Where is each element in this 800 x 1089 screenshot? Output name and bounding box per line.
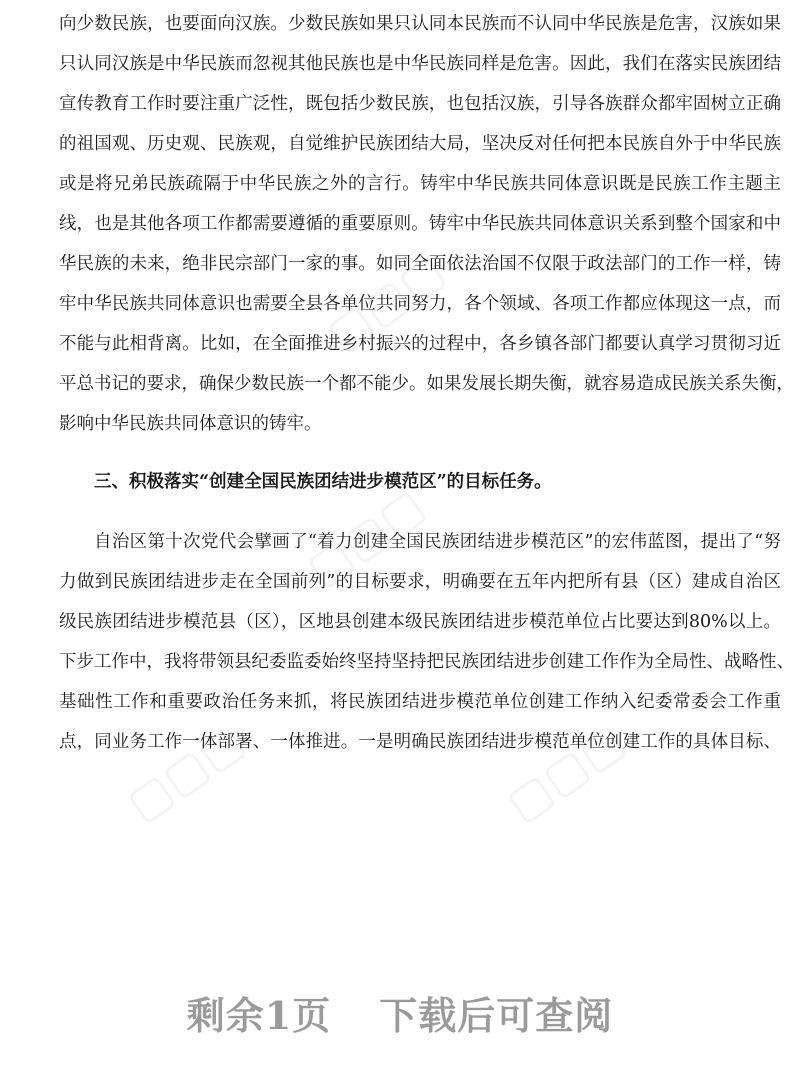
download-hint-label: 下载后可查阅 [379,993,614,1038]
text-line: 华民族的未来，绝非民宗部门一家的事。如同全面依法治国不仅限于政法部门的工作一样，铸 [59,254,781,274]
watermark-stamp: ▢▢▢ [296,477,435,597]
watermark-stamp: ▢▢▢ [496,712,635,832]
document-body [59,4,794,762]
text-line: 下步工作中，我将带领县纪委监委始终坚持坚持把民族团结进步创建工作作为全局性、战略性、 [59,652,794,672]
download-banner[interactable] [0,985,800,1040]
text-line: 基础性工作和重要政治任务来抓，将民族团结进步模范单位创建工作纳入纪委常委会工作重 [59,692,781,712]
section-heading: 三、积极落实“创建全国民族团结进步模范区”的目标任务。 [94,472,552,492]
paragraph [59,4,794,444]
text-line: 的祖国观、历史观、民族观，自觉维护民族团结大局，坚决反对任何把本民族自外于中华民族 [59,134,781,154]
text-line: 宣传教育工作时要注重广泛性，既包括少数民族，也包括汉族，引导各族群众都牢固树立正确 [59,94,781,114]
text-line: 或是将兄弟民族疏隔于中华民族之外的言行。铸牢中华民族共同体意识既是民族工作主题主 [59,174,781,194]
text-line: 牢中华民族共同体意识也需要全县各单位共同努力，各个领域、各项工作都应体现这一点，而 [59,294,781,314]
text-line: 影响中华民族共同体意识的铸牢。 [59,414,322,434]
text-line: 点，同业务工作一体部署、一体推进。一是明确民族团结进步模范单位创建工作的具体目标、 [59,732,781,752]
text-line: 不能与此相背离。比如，在全面推进乡村振兴的过程中，各乡镇各部门都要认真学习贯彻习近 [59,334,781,354]
remaining-pages-label: 剩余1页 [186,993,332,1038]
text-line: 力做到民族团结进步走在全国前列”的目标要求，明确要在五年内把所有县（区）建成自治区 [59,572,781,592]
watermark-stamp: ▢▢▢ [116,712,255,832]
text-line: 平总书记的要求，确保少数民族一个都不能少。如果发展长期失衡，就容易造成民族关系失衡， [59,374,794,394]
text-line: 级民族团结进步模范县（区），区地县创建本级民族团结进步模范单位占比要达到80%以上。 [59,612,781,632]
text-line: 向少数民族，也要面向汉族。少数民族如果只认同本民族而不认同中华民族是危害，汉族如果 [59,14,781,34]
watermark-stamp: ▢▢▢ [316,242,455,362]
text-line: 自治区第十次党代会擘画了“着力创建全国民族团结进步模范区”的宏伟蓝图，提出了“努 [94,532,781,552]
paragraph [59,522,794,762]
text-line: 线，也是其他各项工作都需要遵循的重要原则。铸牢中华民族共同体意识关系到整个国家和中 [59,214,781,234]
text-line: 只认同汉族是中华民族而忽视其他民族也是中华民族同样是危害。因此，我们在落实民族团结 [59,54,781,74]
